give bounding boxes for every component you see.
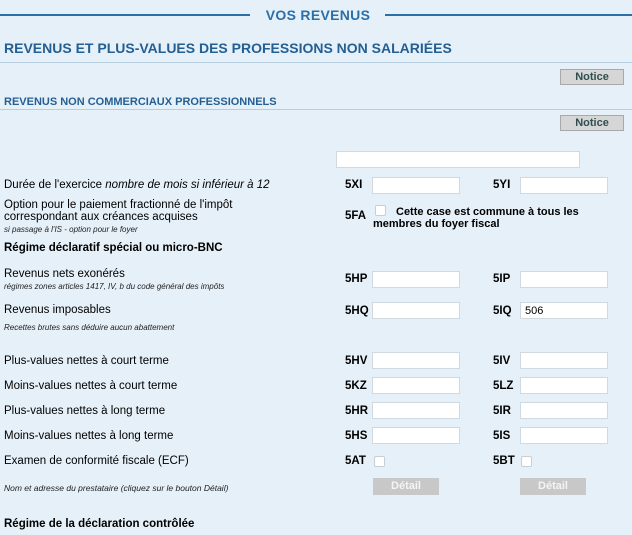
code-5bt: 5BT xyxy=(493,455,515,467)
input-5ir[interactable] xyxy=(520,402,608,419)
mv-court-label: Moins-values nettes à court terme xyxy=(4,380,178,392)
notice-button[interactable]: Notice xyxy=(560,69,624,85)
detail-button-declarant2[interactable]: Détail xyxy=(520,478,586,495)
input-5iv[interactable] xyxy=(520,352,608,369)
input-5hs[interactable] xyxy=(372,427,460,444)
divider xyxy=(0,109,632,110)
code-5hs: 5HS xyxy=(345,430,368,442)
code-5hq: 5HQ xyxy=(345,305,369,317)
input-5hq[interactable] xyxy=(372,302,460,319)
imposables-label: Revenus imposables xyxy=(4,304,111,316)
input-5kz[interactable] xyxy=(372,377,460,394)
code-5iq: 5IQ xyxy=(493,305,512,317)
exoneres-sublabel: régimes zones articles 1417, IV, b du code général des impôts xyxy=(4,282,225,291)
input-5yi[interactable] xyxy=(520,177,608,194)
input-5hp[interactable] xyxy=(372,271,460,288)
input-5is[interactable] xyxy=(520,427,608,444)
input-5xi[interactable] xyxy=(372,177,460,194)
page-title: VOS REVENUS xyxy=(265,7,371,23)
code-5iv: 5IV xyxy=(493,355,511,367)
code-5ir: 5IR xyxy=(493,405,511,417)
code-5xi: 5XI xyxy=(345,179,363,191)
input-5iq[interactable] xyxy=(520,302,608,319)
exoneres-label: Revenus nets exonérés xyxy=(4,268,125,280)
prestataire-label: Nom et adresse du prestataire (cliquez sur le bouton Détail) xyxy=(4,483,229,493)
code-5ip: 5IP xyxy=(493,273,511,285)
code-5hp: 5HP xyxy=(345,273,368,285)
pv-long-label: Plus-values nettes à long terme xyxy=(4,405,166,417)
header-rule-right xyxy=(385,14,632,16)
option-sublabel: si passage à l'IS - option pour le foyer xyxy=(4,225,138,234)
header-rule-left xyxy=(0,14,250,16)
code-5hv: 5HV xyxy=(345,355,368,367)
notice-button-bnc[interactable]: Notice xyxy=(560,115,624,131)
pv-court-label: Plus-values nettes à court terme xyxy=(4,355,169,367)
mv-long-label: Moins-values nettes à long terme xyxy=(4,430,174,442)
duree-label: Durée de l'exercice nombre de mois si inférieur à 12 xyxy=(4,179,270,191)
checkbox-5bt[interactable] xyxy=(521,456,532,467)
input-5hv[interactable] xyxy=(372,352,460,369)
code-5at: 5AT xyxy=(345,455,366,467)
regime-controle-title: Régime de la déclaration contrôlée xyxy=(4,518,195,530)
ecf-label: Examen de conformité fiscale (ECF) xyxy=(4,455,189,467)
divider xyxy=(0,62,632,63)
input-5ip[interactable] xyxy=(520,271,608,288)
subsection-title: REVENUS NON COMMERCIAUX PROFESSIONNELS xyxy=(4,96,277,108)
input-5hr[interactable] xyxy=(372,402,460,419)
checkbox-5fa[interactable] xyxy=(375,205,386,216)
regime-special-title: Régime déclaratif spécial ou micro-BNC xyxy=(4,242,223,254)
code-5kz: 5KZ xyxy=(345,380,367,392)
option-label-line2: correspondant aux créances acquises xyxy=(4,211,198,223)
code-5is: 5IS xyxy=(493,430,511,442)
checkbox-5at[interactable] xyxy=(374,456,385,467)
code-5hr: 5HR xyxy=(345,405,369,417)
section-title: REVENUS ET PLUS-VALUES DES PROFESSIONS NON SALARIÉES xyxy=(4,40,452,56)
imposables-sublabel: Recettes brutes sans déduire aucun abattement xyxy=(4,323,175,332)
header-blank-field[interactable] xyxy=(336,151,580,168)
code-5fa: 5FA xyxy=(345,210,367,222)
code-5lz: 5LZ xyxy=(493,380,514,392)
option-label-line1: Option pour le paiement fractionné de l'impôt xyxy=(4,199,233,211)
input-5lz[interactable] xyxy=(520,377,608,394)
detail-button-declarant1[interactable]: Détail xyxy=(373,478,439,495)
option-note-line1: Cette case est commune à tous les xyxy=(396,206,579,218)
option-note-line2: membres du foyer fiscal xyxy=(373,218,500,230)
code-5yi: 5YI xyxy=(493,179,511,191)
section-header-bar xyxy=(0,0,632,30)
